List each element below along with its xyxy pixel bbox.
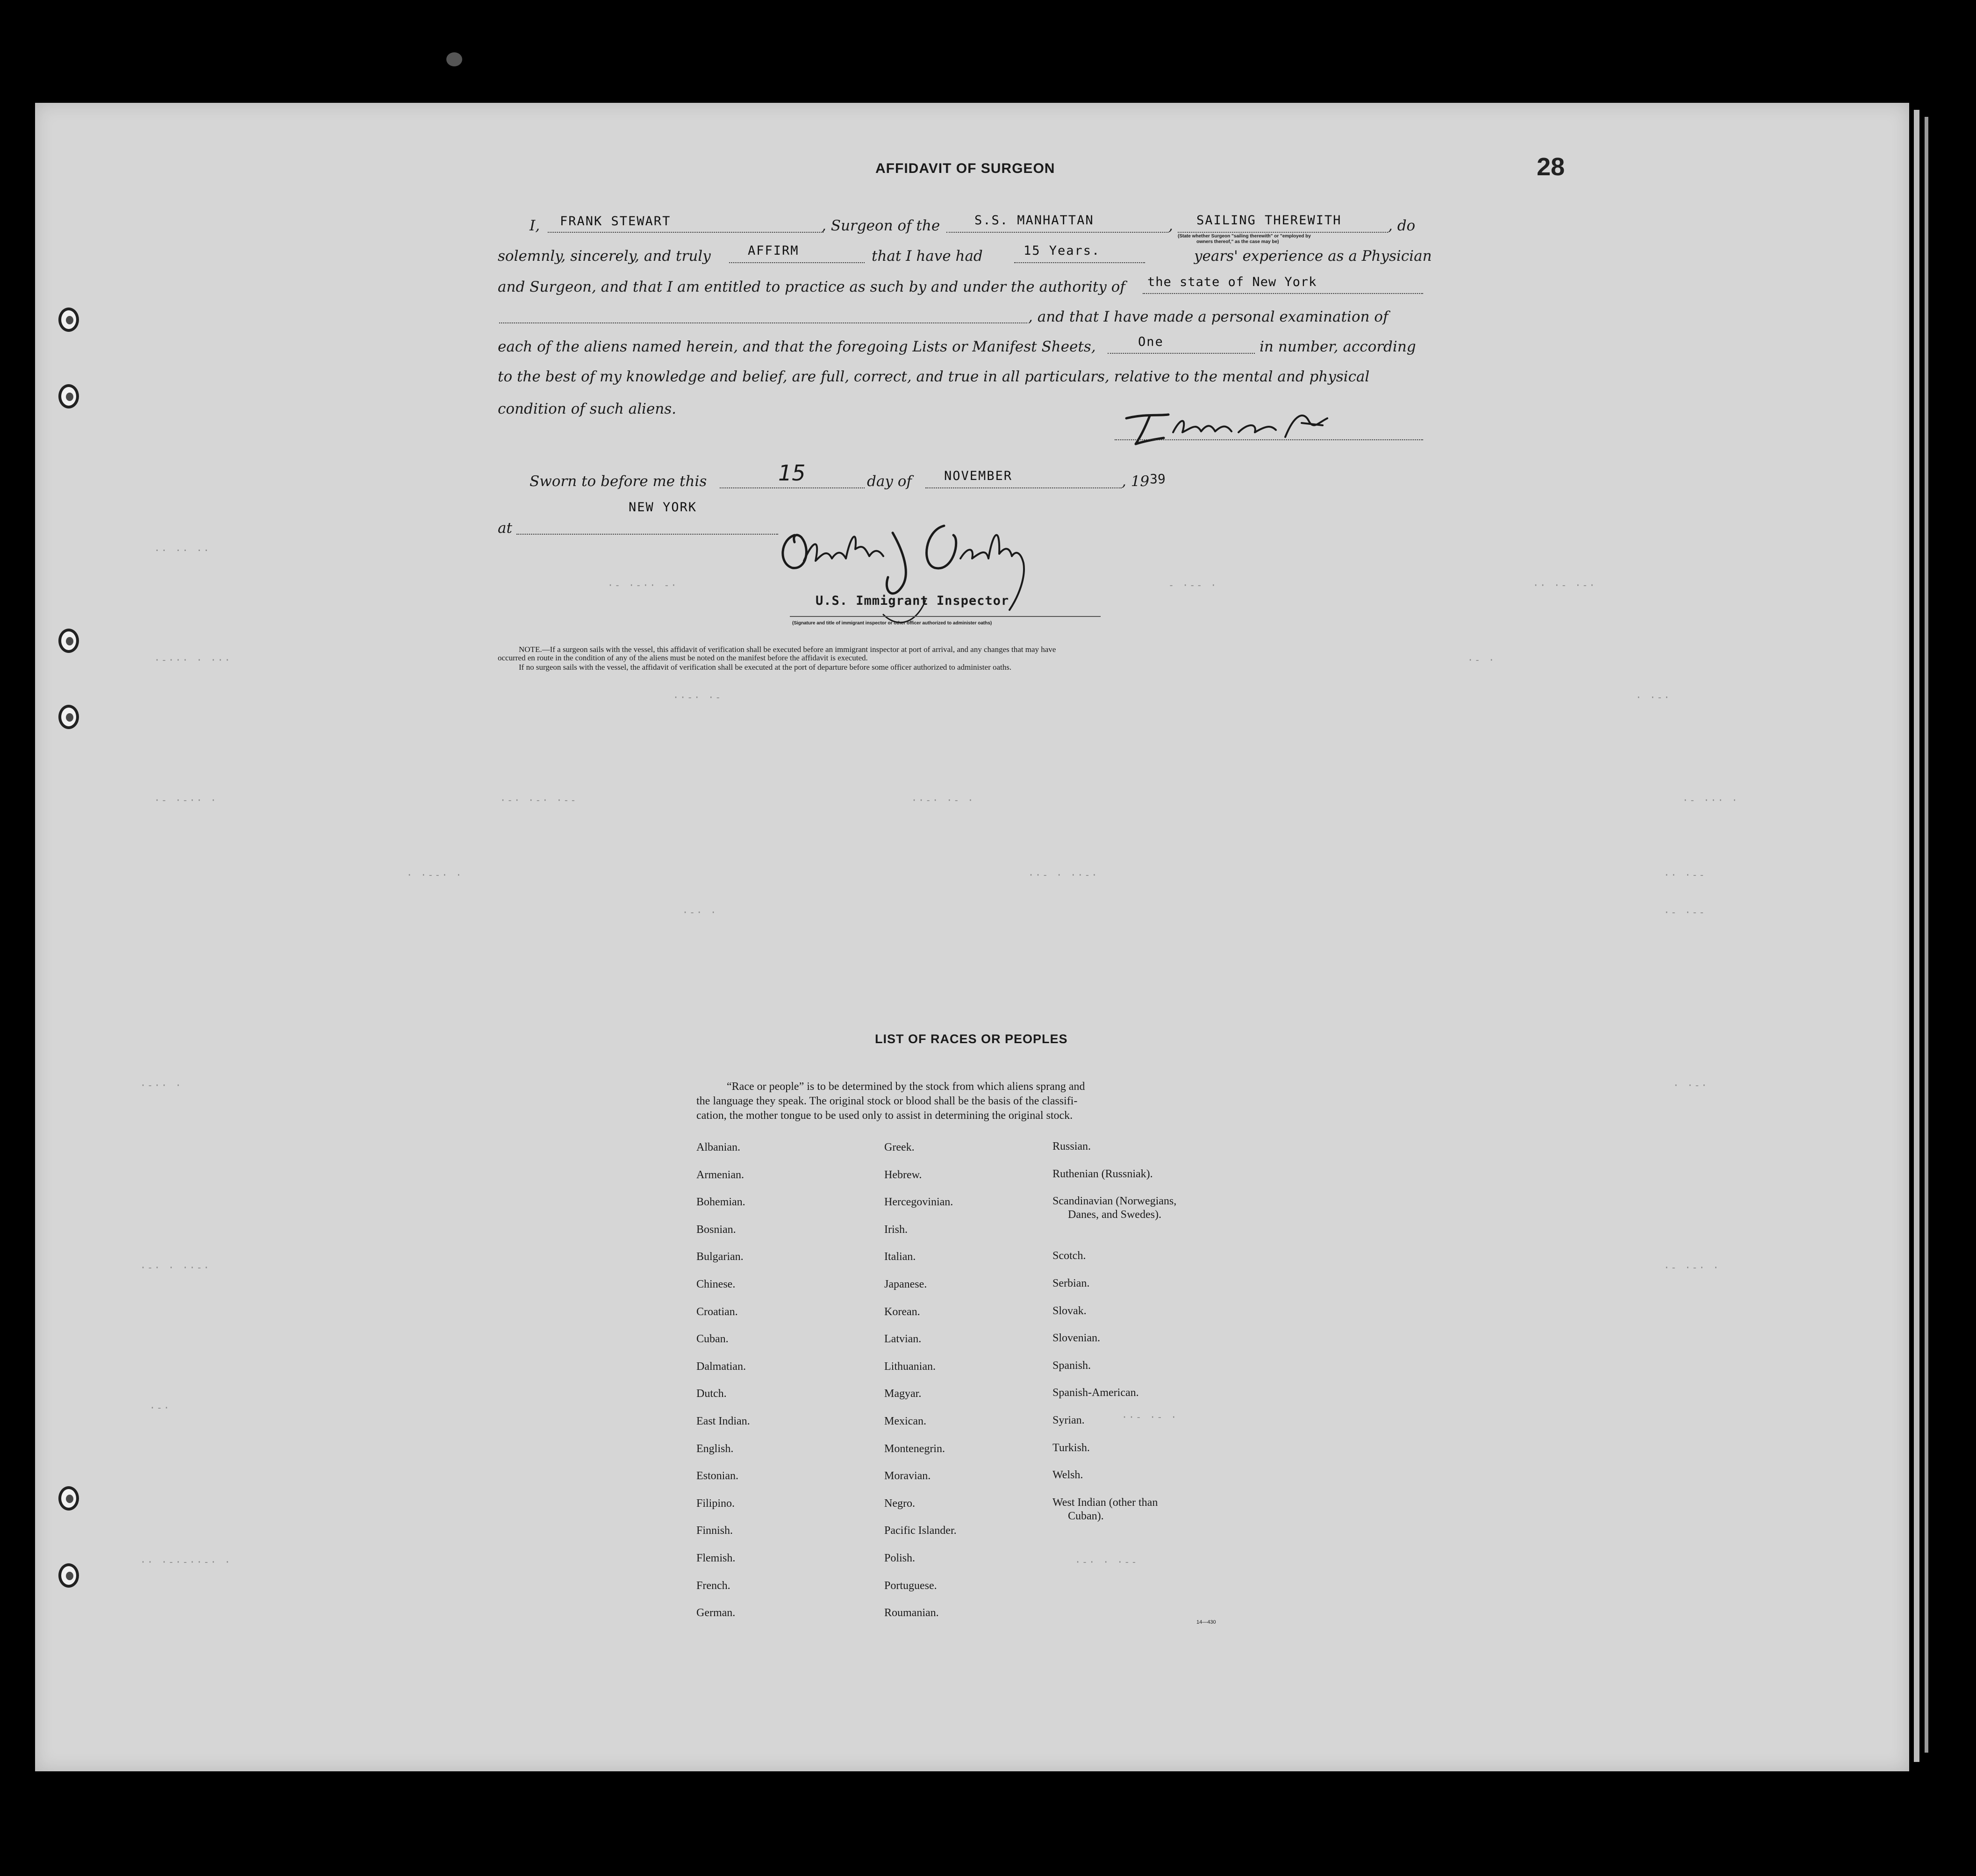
race-item: Japanese. (884, 1278, 927, 1290)
affidavit-text: years' experience as a Physician (1194, 248, 1432, 265)
licensing-authority: the state of New York (1147, 275, 1317, 289)
race-item: Bosnian. (696, 1223, 736, 1236)
page-number: 28 (1537, 153, 1565, 181)
state-note: (State whether Surgeon "sailing therewith" or "employed by (1178, 234, 1311, 239)
race-item: Bulgarian. (696, 1251, 744, 1263)
ship-name: S.S. MANHATTAN (974, 213, 1094, 228)
races-intro: “Race or people” is to be determined by the stock from which aliens sprang and (727, 1081, 1085, 1093)
race-item: French. (696, 1579, 730, 1592)
binder-hole (58, 1563, 79, 1588)
affirmation-word: AFFIRM (748, 243, 799, 258)
race-item: Serbian. (1052, 1277, 1090, 1289)
affidavit-text: , and that I have made a personal examination of (1028, 308, 1389, 325)
races-title: LIST OF RACES OR PEOPLES (875, 1032, 1068, 1046)
surgeon-signature (1117, 404, 1341, 451)
race-item: Lithuanian. (884, 1360, 936, 1373)
binder-hole (58, 308, 79, 332)
affidavit-text: , (1168, 217, 1173, 234)
sailing-status: SAILING THEREWITH (1196, 213, 1342, 228)
affidavit-text: that I have had (872, 248, 983, 265)
race-item: Dutch. (696, 1388, 727, 1400)
race-item: Irish. (884, 1223, 908, 1236)
note-text: NOTE.—If a surgeon sails with the vessel, this affidavit of verification shall be executed before an immigrant inspector at port of arrival, and any changes that may have (519, 645, 1056, 654)
race-item: Scandinavian (Norwegians, (1052, 1195, 1177, 1208)
race-item: Dalmatian. (696, 1360, 746, 1373)
race-item: Albanian. (696, 1141, 740, 1153)
race-item: Flemish. (696, 1552, 736, 1564)
race-item: Bohemian. (696, 1196, 745, 1209)
race-item: English. (696, 1442, 734, 1455)
affidavit-text: , do (1388, 217, 1416, 234)
race-item: West Indian (other than (1052, 1496, 1158, 1509)
race-item: Spanish-American. (1052, 1387, 1139, 1399)
note-text: If no surgeon sails with the vessel, the affidavit of verification shall be executed at the port of departure before some officer authorized to administer oaths. (519, 663, 1012, 672)
sworn-place: NEW YORK (629, 500, 697, 515)
binder-hole (58, 705, 79, 729)
race-item: Estonian. (696, 1470, 738, 1482)
race-item: Chinese. (696, 1278, 736, 1290)
affidavit-text: solemnly, sincerely, and truly (498, 248, 711, 265)
races-intro: cation, the mother tongue to be used only to assist in determining the original stock. (696, 1110, 1073, 1122)
race-item: Magyar. (884, 1388, 922, 1400)
race-item: Russian. (1052, 1140, 1091, 1153)
race-item: Syrian. (1052, 1414, 1085, 1426)
race-item: Negro. (884, 1497, 915, 1510)
race-item: Pacific Islander. (884, 1525, 957, 1537)
punch-mark (446, 52, 462, 66)
affidavit-text: in number, according (1260, 338, 1416, 355)
race-item: Portuguese. (884, 1579, 937, 1592)
race-item: Korean. (884, 1305, 920, 1318)
race-item: Mexican. (884, 1415, 926, 1427)
affidavit-text: condition of such aliens. (498, 401, 677, 417)
sworn-text: , 19 (1122, 473, 1150, 490)
race-item: Filipino. (696, 1497, 735, 1510)
race-item: Finnish. (696, 1525, 733, 1537)
race-item: Latvian. (884, 1333, 922, 1346)
race-item: Slovenian. (1052, 1332, 1100, 1345)
binder-hole (58, 1486, 79, 1511)
affidavit-text: , Surgeon of the (822, 217, 940, 234)
surgeon-name: FRANK STEWART (560, 214, 671, 229)
sworn-text: day of (867, 473, 912, 490)
years-experience: 15 Years. (1024, 243, 1101, 258)
race-item: East Indian. (696, 1415, 750, 1427)
race-item: German. (696, 1607, 736, 1619)
race-item: Scotch. (1052, 1250, 1086, 1262)
race-item: Armenian. (696, 1168, 744, 1181)
affidavit-text: each of the aliens named herein, and that the foregoing Lists or Manifest Sheets, (498, 338, 1096, 355)
affidavit-text: I, (530, 217, 540, 234)
race-item: Roumanian. (884, 1607, 939, 1619)
race-item: Hebrew. (884, 1168, 922, 1181)
race-item: Hercegovinian. (884, 1196, 953, 1209)
race-item: Moravian. (884, 1470, 931, 1482)
race-item: Polish. (884, 1552, 916, 1564)
binder-hole (58, 384, 79, 408)
inspector-caption: (Signature and title of immigrant inspector or other officer authorized to administer oaths) (792, 621, 992, 626)
race-item: Spanish. (1052, 1359, 1091, 1372)
note-text: occurred en route in the condition of any of the aliens must be noted on the manifest before the affidavit is executed. (498, 653, 868, 662)
affidavit-text: and Surgeon, and that I am entitled to practice as such by and under the authority of (498, 279, 1125, 295)
state-note: owners thereof," as the case may be) (1196, 239, 1279, 244)
sworn-text: Sworn to before me this (530, 473, 707, 490)
race-item: Croatian. (696, 1305, 738, 1318)
affidavit-text: to the best of my knowledge and belief, are full, correct, and true in all particulars, relative to the mental and physical (498, 368, 1370, 385)
sworn-text: at (498, 520, 512, 537)
race-item: Ruthenian (Russniak). (1052, 1167, 1153, 1180)
manifest-sheet-count: One (1138, 335, 1164, 349)
binder-hole (58, 629, 79, 653)
race-item: Cuban). (1068, 1510, 1104, 1522)
race-item: Turkish. (1052, 1441, 1090, 1454)
race-item: Italian. (884, 1251, 916, 1263)
sworn-year-end: 39 (1150, 471, 1166, 487)
inspector-title: U.S. Immigrant Inspector (816, 594, 1009, 608)
inspector-signature (776, 521, 1038, 647)
race-item: Cuban. (696, 1333, 729, 1346)
race-item: Montenegrin. (884, 1442, 945, 1455)
race-item: Welsh. (1052, 1469, 1083, 1482)
affidavit-title: AFFIDAVIT OF SURGEON (875, 161, 1055, 176)
race-item: Danes, and Swedes). (1068, 1209, 1161, 1221)
sworn-day: 15 (778, 460, 806, 486)
page-edge (1914, 110, 1919, 1762)
sworn-month: NOVEMBER (944, 469, 1013, 483)
page-edge (1925, 117, 1928, 1753)
races-intro: the language they speak. The original stock or blood shall be the basis of the classifi- (696, 1095, 1078, 1107)
form-number: 14—430 (1196, 1619, 1216, 1625)
race-item: Slovak. (1052, 1304, 1087, 1317)
race-item: Greek. (884, 1141, 915, 1153)
